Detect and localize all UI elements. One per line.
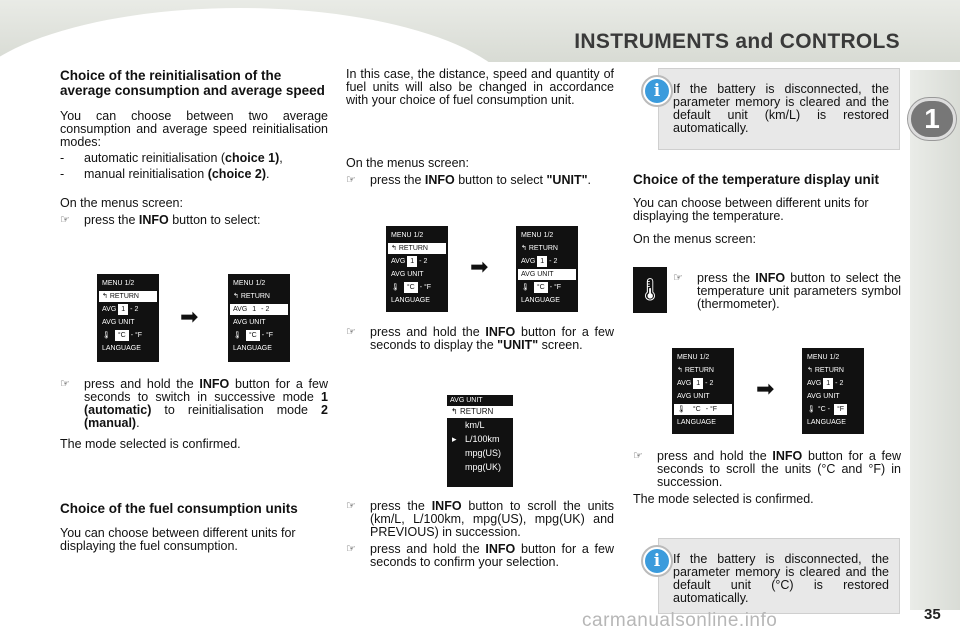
option-manual: - manual reinitialisation (choice 2).	[60, 167, 270, 181]
middle-steps-scroll	[346, 496, 614, 569]
watermark: carmanualsonline.info	[582, 610, 778, 631]
chapter-sidebar	[910, 70, 960, 610]
units-change-note: In this case, the distance, speed and quantity of fuel units will also be changed in accordance with your choice of fuel consumption unit.	[346, 67, 614, 107]
left-column-lower	[60, 374, 328, 553]
hand-pointer-icon: ☞	[346, 326, 356, 338]
temp-screen-before: MENU 1/2 ↰ RETURN AVG 1 - 2 AVG UNIT 🌡 °C - °F LANGUAGE	[672, 348, 734, 434]
battery-note-1: i If the battery is disconnected, the parameter memory is cleared and the default unit (km/L) is restored automatically.	[658, 68, 900, 150]
hand-pointer-icon: ☞	[60, 214, 70, 226]
page-number: 35	[924, 606, 941, 623]
step-hold-unit: ☞ press and hold the INFO button for a few seconds to display the "UNIT" screen.	[346, 325, 615, 352]
info-icon: i	[641, 75, 673, 107]
fuel-unit-screen: AVG UNIT ↰ RETURN km/L ▸ L/100km mpg(US) mpg(UK)	[447, 395, 513, 487]
header-swoosh	[0, 8, 520, 62]
left-column	[60, 68, 328, 227]
menus-screen-label-3: On the menus screen:	[633, 232, 756, 246]
step-scroll-temperature: ☞ press and hold the INFO button for a few seconds to scroll the units (°C and °F) in succession.	[633, 449, 902, 489]
option-automatic: - automatic reinitialisation (choice 1),	[60, 151, 283, 165]
fuel-units-intro: You can choose between different units for displaying the fuel consumption.	[60, 526, 296, 553]
temp-screen-after: MENU 1/2 ↰ RETURN AVG 1 - 2 AVG UNIT 🌡 °C - °F LANGUAGE	[802, 348, 864, 434]
menu-screen-after: MENU 1/2 ↰ RETURN AVG 1 - 2 AVG UNIT 🌡 °C - °F LANGUAGE	[228, 274, 290, 362]
page-title: INSTRUMENTS and CONTROLS	[574, 30, 900, 53]
menus-screen-label: On the menus screen:	[60, 196, 183, 210]
right-step-hold	[633, 446, 901, 506]
avg-row: AVG 1 - 2	[230, 304, 288, 315]
step-select-unit: ☞ press the INFO button to select "UNIT".	[346, 173, 591, 187]
mode-confirmed-2: The mode selected is confirmed.	[633, 492, 814, 506]
heading-fuel-units: Choice of the fuel consumption units	[60, 501, 298, 516]
battery-note-2: i If the battery is disconnected, the parameter memory is cleared and the default unit (°C) is restored automatically.	[658, 538, 900, 614]
right-arrow-icon: ➡	[756, 376, 775, 401]
menu-screen-before: MENU 1/2 ↰ RETURN AVG 1 - 2 AVG UNIT 🌡 °C - °F LANGUAGE	[97, 274, 159, 362]
step-scroll-units: ☞ press the INFO button to scroll the units (km/L, L/100km, mpg(US), mpg(UK) and PREVIOUS) in succession.	[346, 499, 615, 539]
heading-reinitialisation: Choice of the reinitialisation of the average consumption and average speed	[60, 68, 325, 98]
selection-arrow-icon: ▸	[452, 434, 457, 444]
middle-column	[346, 68, 614, 187]
step-confirm-units: ☞ press and hold the INFO button for a few seconds to confirm your selection.	[346, 542, 615, 569]
middle-step-hold	[346, 322, 614, 352]
hand-pointer-icon: ☞	[633, 450, 643, 462]
mode-confirmed: The mode selected is confirmed.	[60, 437, 241, 451]
info-icon: i	[641, 545, 673, 577]
page-header	[0, 0, 960, 62]
chapter-tab: 1	[908, 98, 956, 140]
right-step-select	[673, 268, 901, 311]
hand-pointer-icon: ☞	[673, 272, 683, 284]
right-arrow-icon: ➡	[180, 304, 199, 329]
heading-temperature-unit: Choice of the temperature display unit	[633, 172, 880, 187]
step-press-info: ☞ press the INFO button to select:	[60, 213, 261, 227]
step-select-thermometer: ☞ press the INFO button to select the temperature unit parameters symbol (thermometer).	[673, 271, 902, 311]
unit-screen-after: MENU 1/2 ↰ RETURN AVG 1 - 2 AVG UNIT 🌡 °C - °F LANGUAGE	[516, 226, 578, 312]
hand-pointer-icon: ☞	[346, 543, 356, 555]
menus-screen-label-2: On the menus screen:	[346, 156, 469, 170]
return-row: ↰ RETURN	[99, 291, 157, 302]
hand-pointer-icon: ☞	[346, 500, 356, 512]
hand-pointer-icon: ☞	[346, 174, 356, 186]
right-column	[633, 172, 901, 246]
hand-pointer-icon: ☞	[60, 378, 70, 390]
temperature-intro: You can choose between different units for displaying the temperature.	[633, 196, 869, 223]
right-arrow-icon: ➡	[470, 254, 489, 279]
thermometer-icon: 🌡	[633, 267, 667, 313]
step-hold-info: ☞ press and hold the INFO button for a few seconds to switch in successive mode 1 (automatic) to reinitialisation mode 2 (manual).	[60, 377, 329, 430]
fuel-return-row: ↰ RETURN	[447, 406, 513, 418]
unit-screen-before: MENU 1/2 ↰ RETURN AVG 1 - 2 AVG UNIT 🌡 °C - °F LANGUAGE	[386, 226, 448, 312]
reinit-intro: You can choose between two average consumption and average speed reinitialisation modes:	[60, 109, 328, 149]
